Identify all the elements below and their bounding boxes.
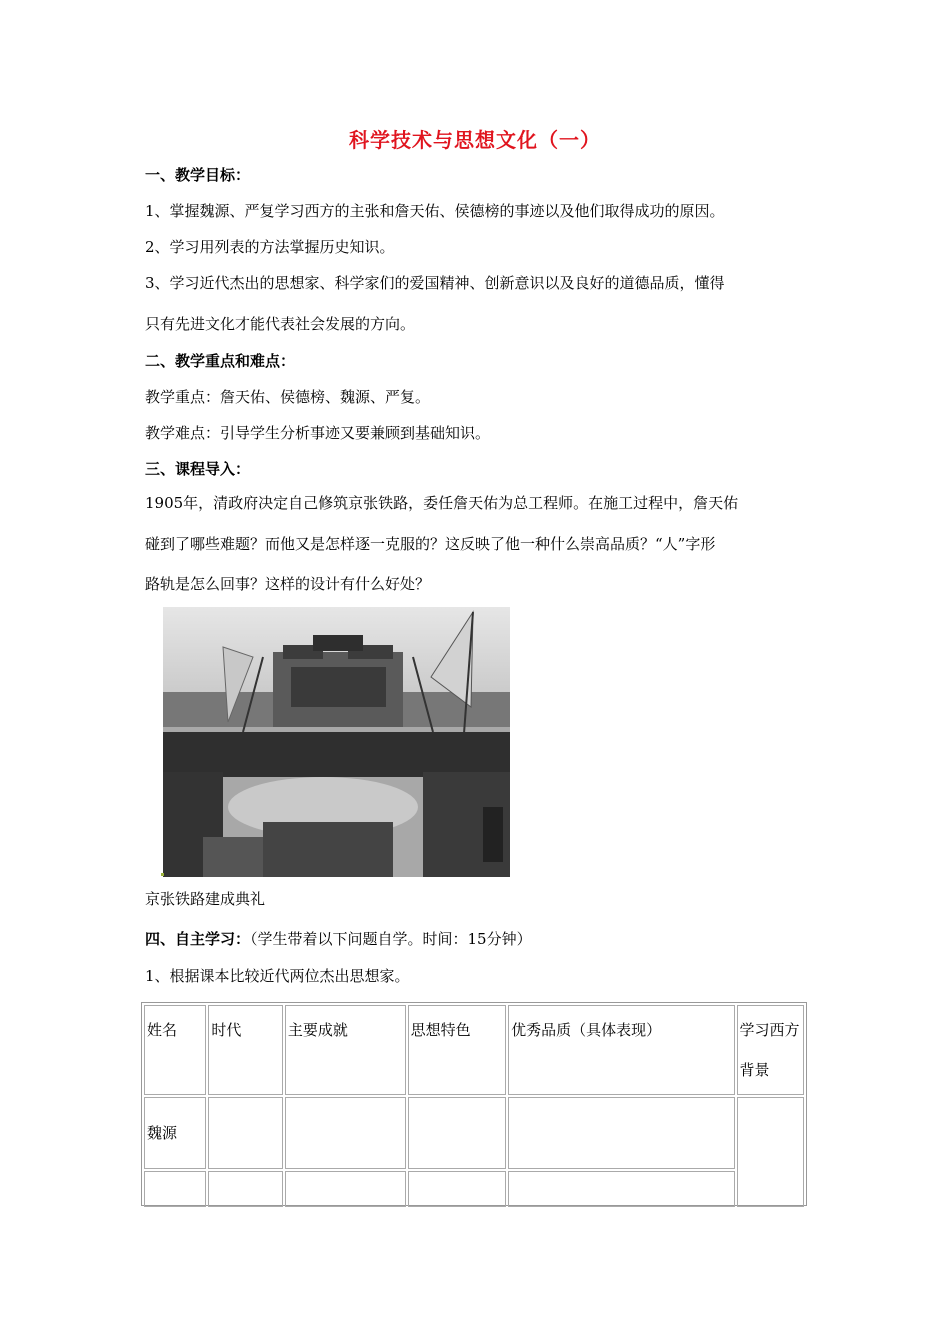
table-cell: [408, 1171, 507, 1207]
goal-item-2: 2、学习用列表的方法掌握历史知识。: [145, 238, 395, 256]
section4-question: 1、根据课本比较近代两位杰出思想家。: [145, 967, 410, 985]
intro-line-3: 路轨是怎么回事？这样的设计有什么好处？: [145, 575, 431, 593]
table-header-row: [144, 1005, 804, 1095]
table-cell: [208, 1171, 282, 1207]
header-cell-qualities: 优秀品质（具体表现）: [508, 1005, 734, 1095]
table-cell: [508, 1171, 734, 1207]
table-cell: [208, 1097, 282, 1169]
goal-item-3-cont: 只有先进文化才能代表社会发展的方向。: [145, 315, 416, 333]
photo-caption: 京张铁路建成典礼: [145, 890, 266, 908]
header-cell-thought: 思想特色: [408, 1005, 507, 1095]
table-cell: [144, 1171, 206, 1207]
intro-line-2: 碰到了哪些难题？而他又是怎样逐一克服的？这反映了他一种什么崇高品质？“人”字形: [145, 535, 716, 553]
header-cell-name: 姓名: [144, 1005, 206, 1095]
table-cell: [285, 1171, 406, 1207]
goal-item-3: 3、学习近代杰出的思想家、科学家们的爱国精神、创新意识以及良好的道德品质，懂得: [145, 274, 725, 292]
section4-note: （学生带着以下问题自学。时间：15分钟）: [250, 930, 532, 948]
table-cell: [508, 1097, 734, 1169]
section3-heading: 三、课程导入：: [145, 460, 251, 478]
teaching-focus: 教学重点：詹天佑、侯德榜、魏源、严复。: [145, 388, 431, 406]
table-row: [144, 1097, 804, 1169]
table-cell-name: 魏源: [144, 1097, 206, 1169]
header-cell-achievements: 主要成就: [285, 1005, 406, 1095]
table-cell: [408, 1097, 507, 1169]
header-cell-western-background: 学习西方背景: [737, 1005, 804, 1095]
ceremony-photo: [163, 607, 510, 877]
section1-heading: 一、教学目标：: [145, 166, 251, 184]
table-row: [144, 1171, 804, 1207]
table-cell: [737, 1097, 804, 1207]
goal-item-1: 1、掌握魏源、严复学习西方的主张和詹天佑、侯德榜的事迹以及他们取得成功的原因。: [145, 202, 725, 220]
comparison-table: [141, 1002, 807, 1206]
page-title: 科学技术与思想文化（一）: [349, 128, 601, 152]
section4-line: [145, 928, 532, 949]
table-cell: [285, 1097, 406, 1169]
section2-heading: 二、教学重点和难点：: [145, 352, 296, 370]
intro-line-1: 1905年，清政府决定自己修筑京张铁路，委任詹天佑为总工程师。在施工过程中，詹天佑: [145, 494, 739, 512]
section4-heading: 四、自主学习：: [145, 930, 251, 948]
teaching-difficulty: 教学难点：引导学生分析事迹又要兼顾到基础知识。: [145, 424, 491, 442]
header-cell-era: 时代: [208, 1005, 282, 1095]
stray-mark: [161, 873, 164, 876]
